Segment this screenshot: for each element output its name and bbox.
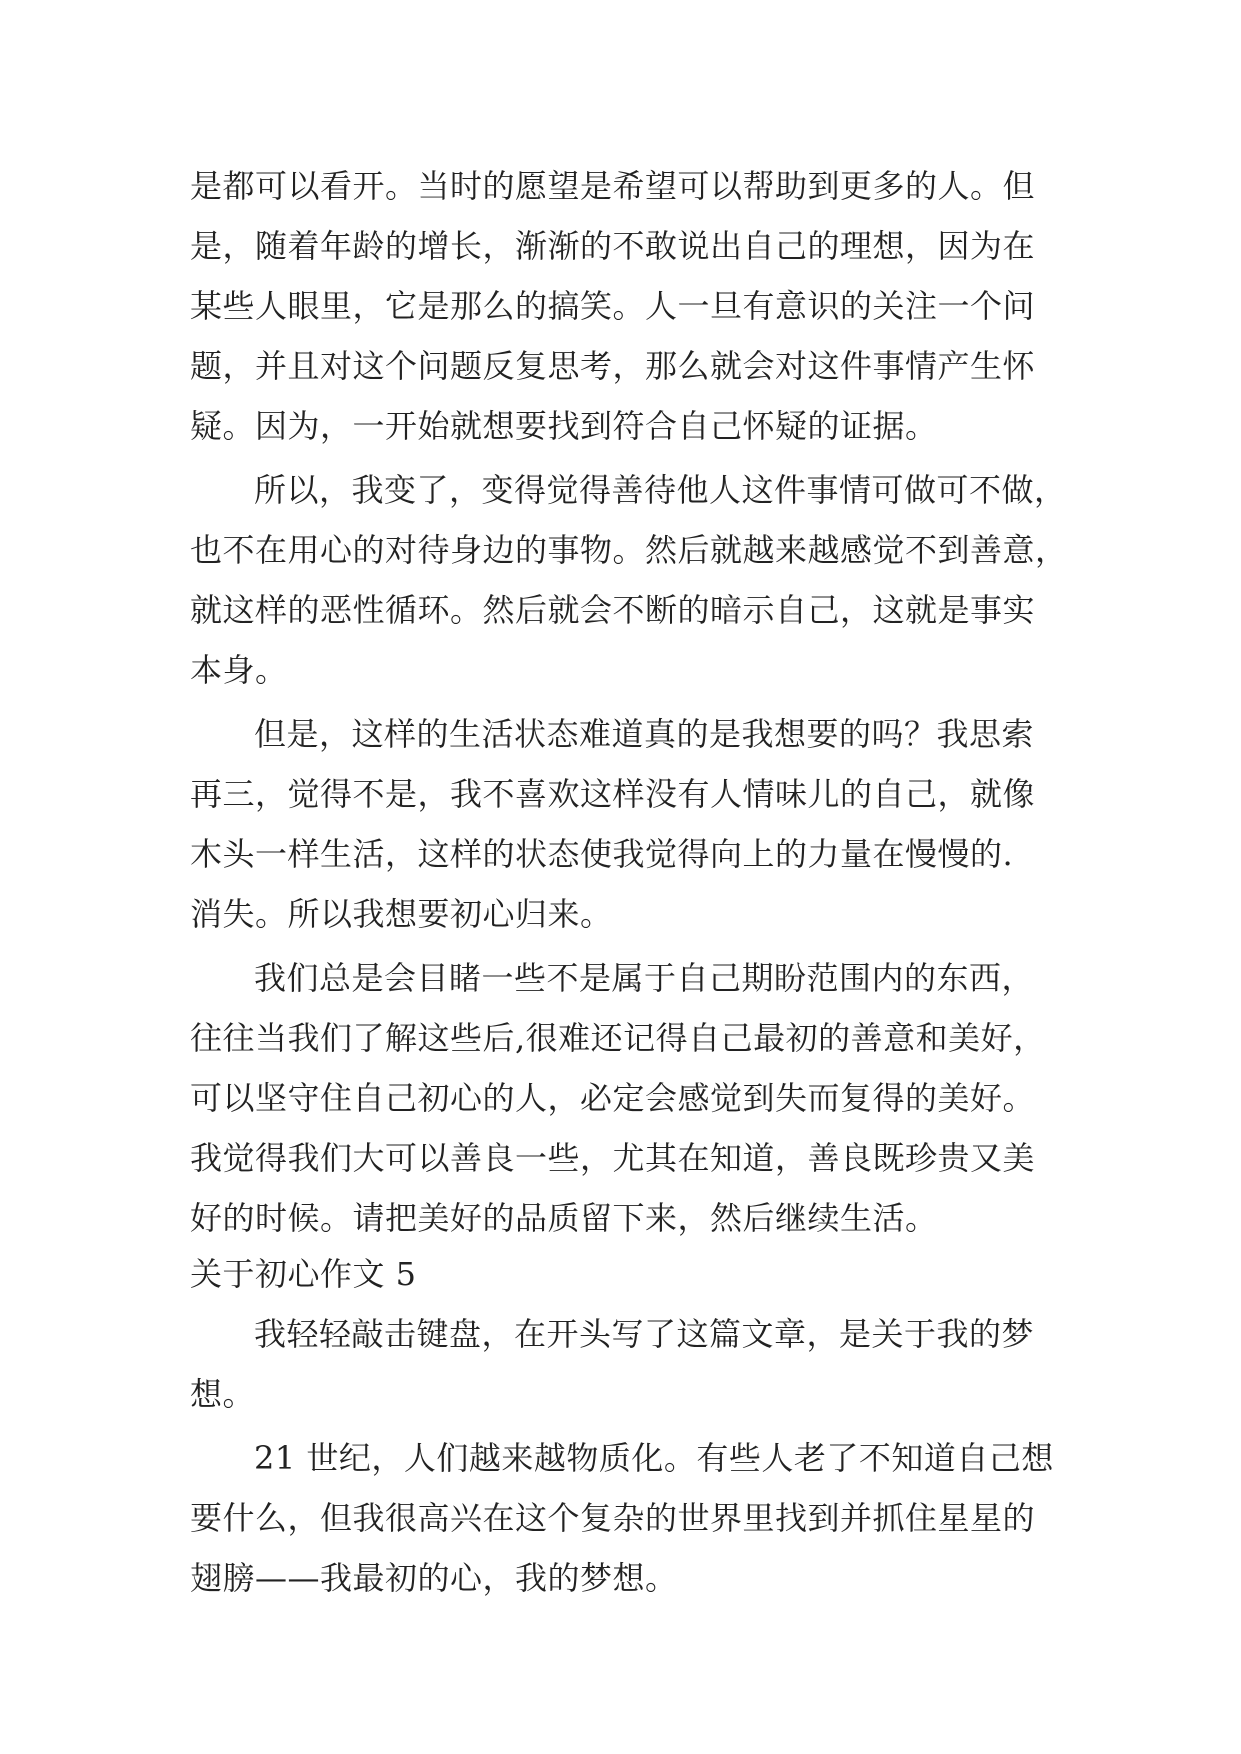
text-line: 是，随着年龄的增长，渐渐的不敢说出自己的理想，因为在 — [190, 227, 1036, 265]
text-line: 再三，觉得不是，我不喜欢这样没有人情味儿的自己，就像 — [190, 775, 1036, 813]
text-line: 要什么，但我很高兴在这个复杂的世界里找到并抓住星星的 — [190, 1499, 1036, 1537]
text-line: 题，并且对这个问题反复思考，那么就会对这件事情产生怀 — [190, 347, 1036, 385]
text-line: 我觉得我们大可以善良一些，尤其在知道，善良既珍贵又美 — [190, 1139, 1036, 1177]
text-line: 本身。 — [190, 651, 288, 689]
text-line: 消失。所以我想要初心归来。 — [190, 895, 613, 933]
text-line: 翅膀——我最初的心，我的梦想。 — [190, 1559, 678, 1597]
text-line: 木头一样生活，这样的状态使我觉得向上的力量在慢慢的. — [190, 835, 1014, 873]
section-heading: 关于初心作文 5 — [190, 1255, 417, 1293]
text-line: 可以坚守住自己初心的人，必定会感觉到失而复得的美好。 — [190, 1079, 1036, 1117]
text-line: 某些人眼里，它是那么的搞笑。人一旦有意识的关注一个问 — [190, 287, 1036, 325]
text-line: 想。 — [190, 1375, 256, 1413]
paragraph-start-line: 我们总是会目睹一些不是属于自己期盼范围内的东西， — [254, 959, 1035, 997]
paragraph-start-line: 所以，我变了，变得觉得善待他人这件事情可做可不做， — [254, 471, 1067, 509]
text-line: 就这样的恶性循环。然后就会不断的暗示自己，这就是事实 — [190, 591, 1036, 629]
text-line: 好的时候。请把美好的品质留下来，然后继续生活。 — [190, 1199, 938, 1237]
text-line: 疑。因为，一开始就想要找到符合自己怀疑的证据。 — [190, 407, 938, 445]
paragraph-start-line: 21 世纪，人们越来越物质化。有些人老了不知道自己想 — [254, 1439, 1054, 1477]
paragraph-start-line: 但是，这样的生活状态难道真的是我想要的吗？我思索 — [254, 715, 1035, 753]
text-line: 是都可以看开。当时的愿望是希望可以帮助到更多的人。但 — [190, 167, 1036, 205]
paragraph-start-line: 我轻轻敲击键盘，在开头写了这篇文章，是关于我的梦 — [254, 1315, 1035, 1353]
text-line: 也不在用心的对待身边的事物。然后就越来越感觉不到善意， — [190, 531, 1068, 569]
text-line: 往往当我们了解这些后,很难还记得自己最初的善意和美好， — [190, 1019, 1046, 1057]
